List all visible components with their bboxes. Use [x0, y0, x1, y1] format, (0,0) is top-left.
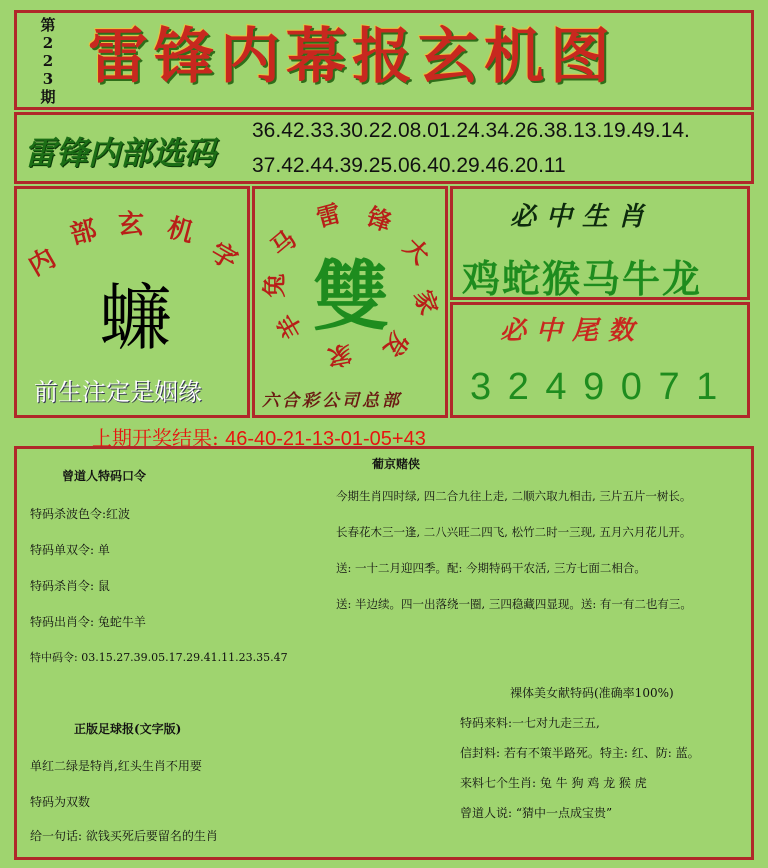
right-line-6: 信封料: 若有不策半路死。特主: 红、防: 蓝。 [460, 746, 700, 760]
right-line-1: 今期生肖四时绿, 四二合九往上走, 二顺六取九相击, 三片五片一树长。 [336, 489, 692, 503]
left-line-3: 特码杀肖令: 鼠 [30, 579, 110, 593]
codes-line-2: 37.42.44.39.25.06.40.29.46.20.11 [252, 154, 566, 177]
right-line-5: 特码来料:一七对九走三五, [460, 716, 600, 730]
page-title: 雷锋内幕报玄机图 [88, 22, 616, 92]
left-line-6: 单红二绿是特肖,红头生肖不用要 [30, 759, 202, 773]
left-title-1: 曾道人特码口令 [62, 469, 147, 483]
codes-line-1: 36.42.33.30.22.08.01.24.34.26.38.13.19.49.14. [252, 119, 690, 142]
last-result-numbers: 46-40-21-13-01-05+43 [225, 428, 426, 450]
right-line-7: 来料七个生肖: 兔 牛 狗 鸡 龙 猴 虎 [460, 776, 647, 790]
left-phrase: 前生注定是姻缘 [34, 378, 202, 406]
codes-label: 雷锋内部选码 [24, 134, 217, 172]
right-line-3: 送: 一十二月迎四季。配: 今期特码干农活, 三方七面二相合。 [336, 561, 646, 575]
center-footer: 六合彩公司总部 [262, 391, 402, 411]
left-line-1: 特码杀波色令:红波 [30, 507, 131, 521]
left-big-char: 蠊 [98, 276, 171, 360]
left-line-5: 特中码令: 03.15.27.39.05.17.29.41.11.23.35.47 [30, 651, 288, 664]
right-line-8: 曾道人说: “猜中一点成宝贵” [460, 806, 613, 820]
left-line-2: 特码单双令: 单 [30, 543, 110, 557]
left-line-8: 给一句话: 欲钱买死后要留名的生肖 [30, 829, 218, 843]
right-title-1: 葡京赌侠 [372, 457, 421, 471]
left-panel-heading: 内 部 玄 机 字 [23, 210, 243, 283]
right-line-2: 长春花木三一逢, 二八兴旺二四飞, 松竹二时一三现, 五月六月花儿开。 [336, 525, 692, 539]
zodiac-heading: 必中生肖 [510, 202, 655, 232]
left-line-7: 特码为双数 [30, 795, 91, 809]
left-title-2: 正版足球报(文字版) [74, 722, 182, 736]
right-line-4: 送: 半边续。四一出落绕一圈, 三四稳藏四显现。送: 有一有二也有三。 [336, 597, 692, 611]
tail-heading: 必中尾数 [500, 316, 645, 346]
center-ring: 马 雷 锋 大 家 发 家 羊 兔 [259, 198, 444, 372]
issue-number: 第 2 2 3 期 [40, 16, 56, 106]
right-title-2: 裸体美女献特码(准确率100%) [510, 686, 674, 700]
center-big-char: 雙 [313, 252, 389, 341]
left-line-4: 特码出肖令: 兔蛇牛羊 [30, 615, 146, 629]
tail-digits: 3 2 4 9 0 7 1 [470, 366, 721, 408]
zodiac-animals: 鸡蛇猴马牛龙 [462, 256, 703, 301]
last-result-label: 上期开奖结果: [92, 426, 219, 450]
